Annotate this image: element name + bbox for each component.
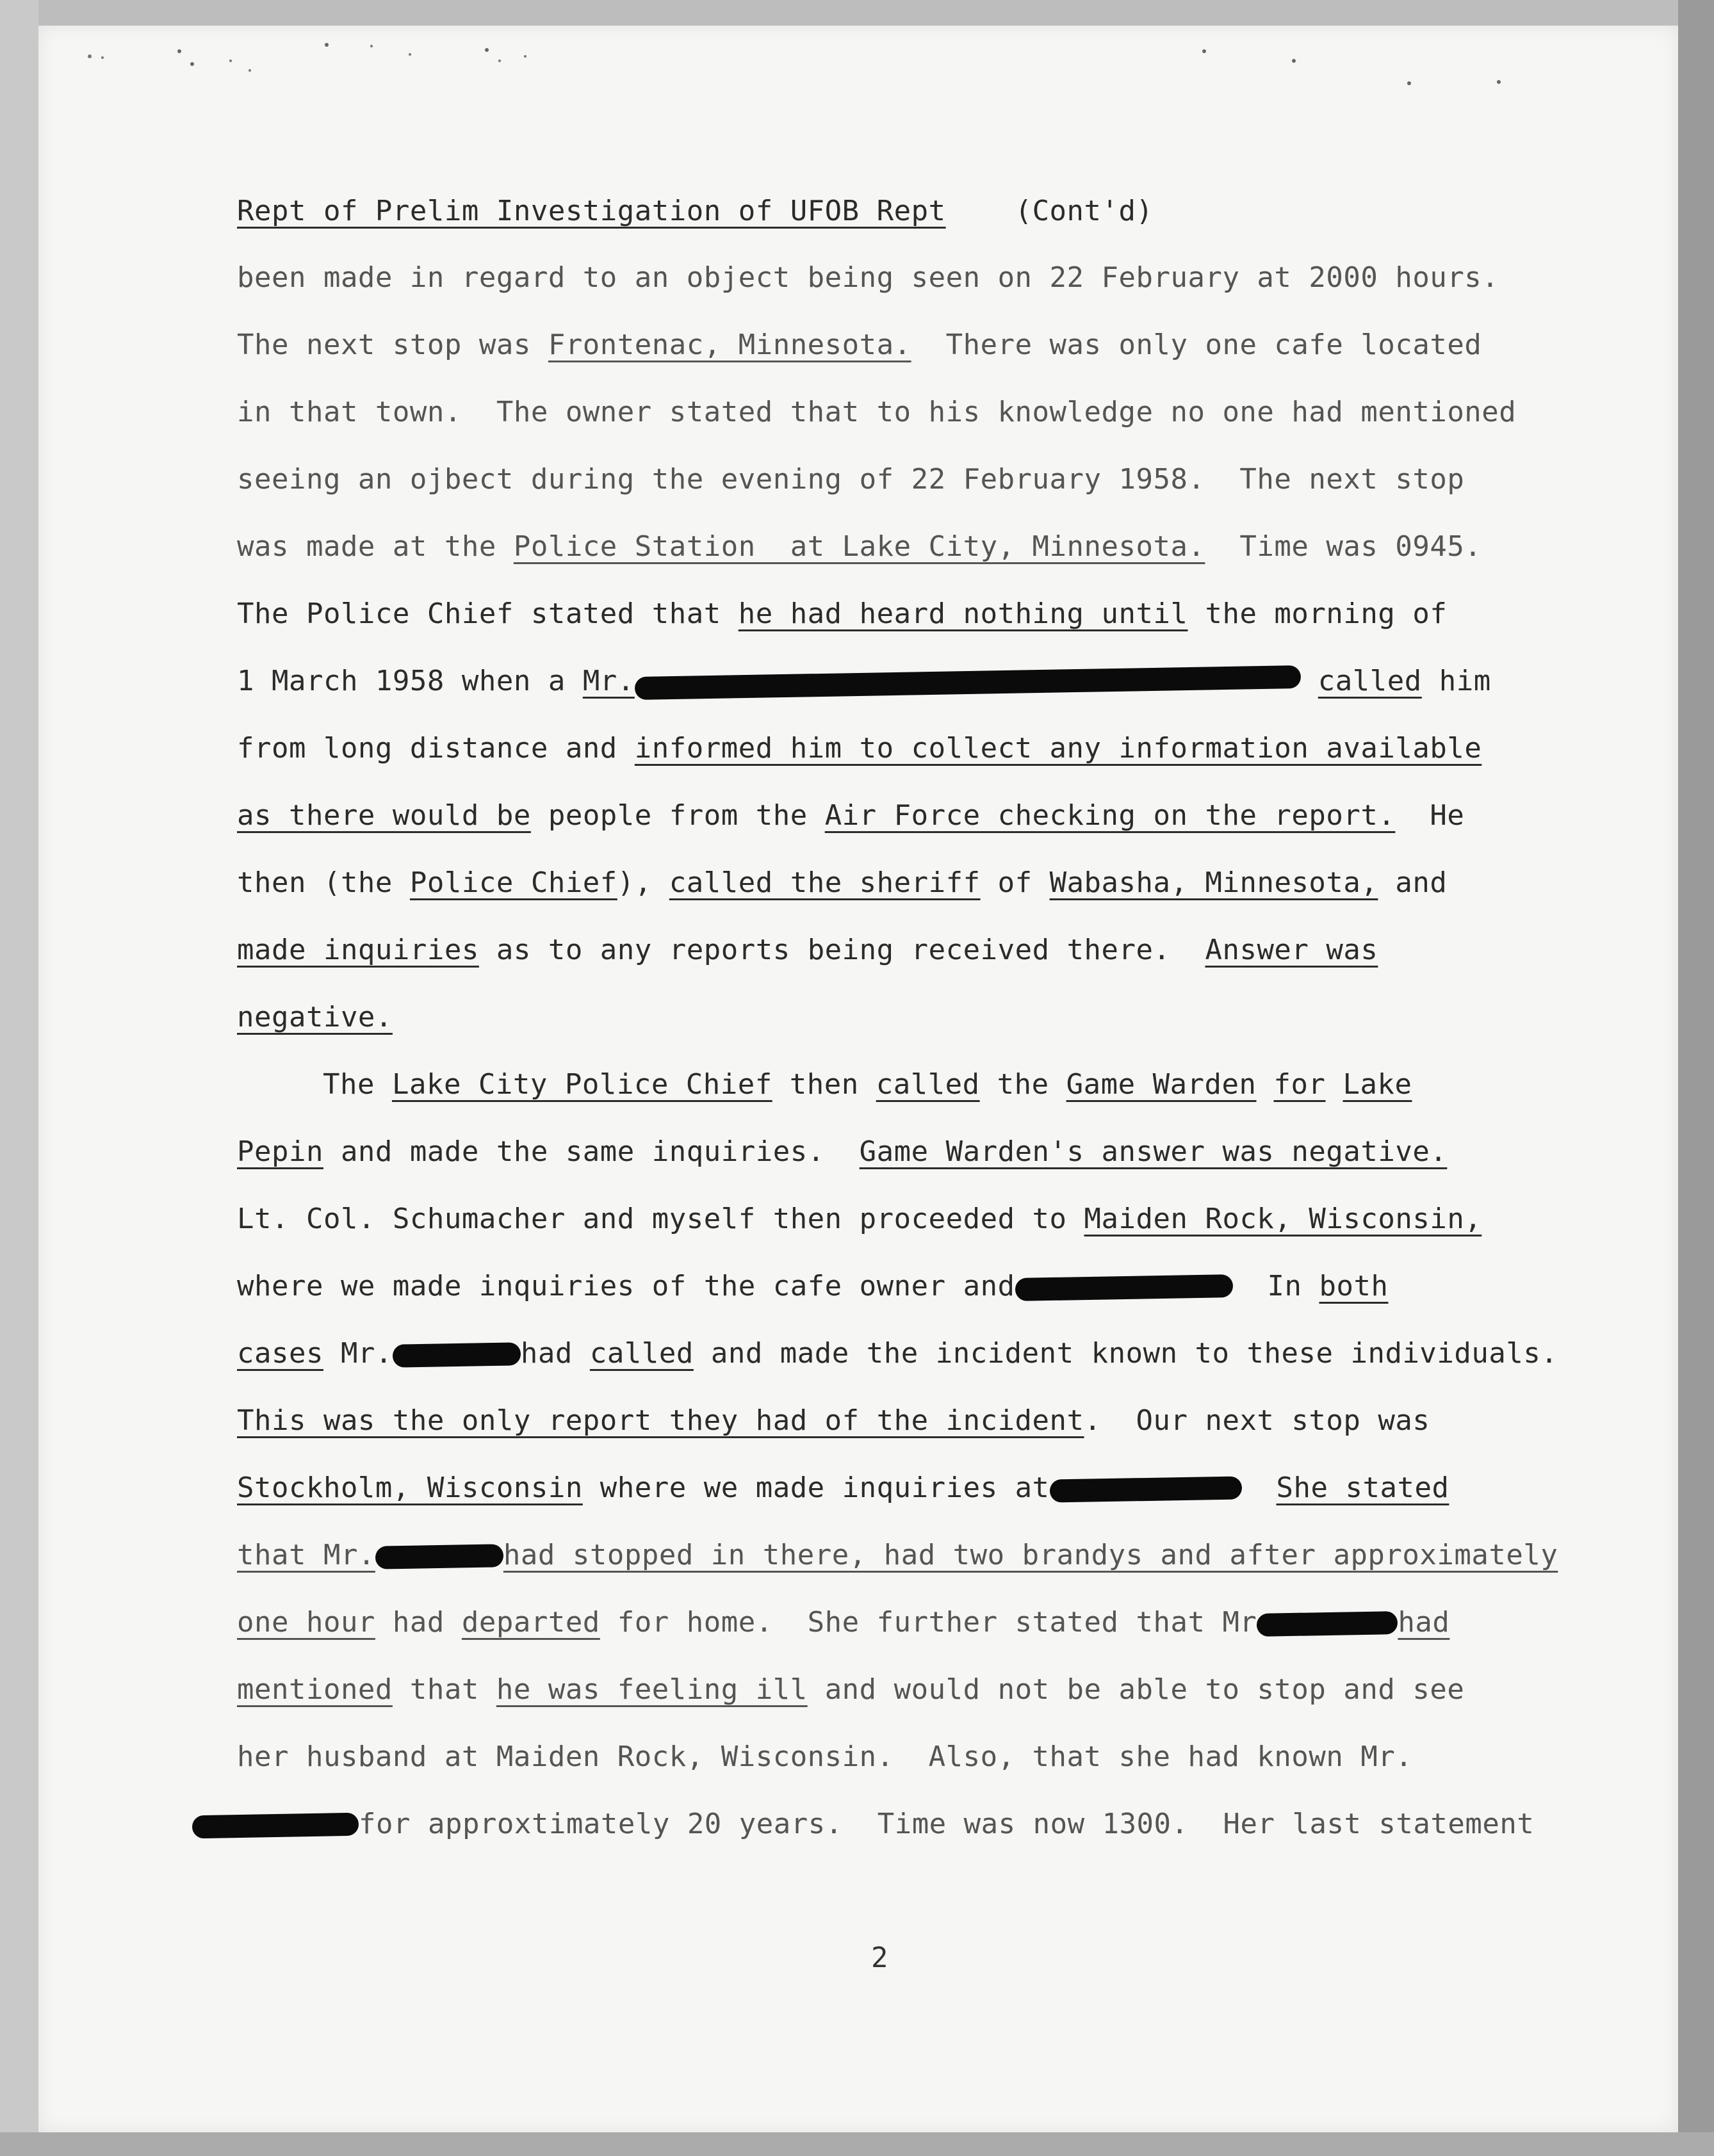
body-line-11: [237, 932, 1378, 968]
scan-border-bottom: [0, 2132, 1714, 2156]
line-text: He: [1395, 799, 1465, 832]
line-text: people from the: [530, 799, 825, 832]
page-number: 2: [871, 1941, 888, 1974]
line-text: [1242, 1471, 1277, 1504]
line-text: that: [392, 1673, 496, 1706]
scan-border-left: [0, 0, 38, 2156]
underlined-text: Lake City Police Chief: [391, 1068, 772, 1101]
underlined-text: he was feeling ill: [496, 1673, 808, 1706]
redaction-mark: [375, 1544, 504, 1569]
underlined-text: Lake: [1343, 1068, 1412, 1101]
underlined-text: for: [1273, 1068, 1326, 1101]
heading-title: Rept of Prelim Investigation of UFOB Rept: [237, 195, 946, 227]
line-text: . Our next stop was: [1084, 1404, 1430, 1437]
body-line-7: [237, 663, 1491, 699]
line-text: and would not be able to stop and see: [807, 1673, 1465, 1706]
underlined-text: Game Warden: [1066, 1068, 1257, 1101]
line-text: where we made inquiries of the cafe owner and: [237, 1270, 1015, 1302]
line-text: then: [772, 1068, 876, 1101]
underlined-text: had stopped in there, had two brandys and after approximately: [503, 1539, 1558, 1571]
underlined-text: departed: [461, 1606, 600, 1639]
line-text: for home. She further stated that Mr: [600, 1606, 1257, 1639]
redaction-mark: [635, 665, 1301, 700]
body-line-13: [323, 1067, 1412, 1103]
body-line-5: [237, 529, 1481, 565]
body-line-20: [237, 1537, 1558, 1573]
underlined-text: Game Warden's answer was negative.: [859, 1135, 1448, 1168]
underlined-text: had: [1398, 1606, 1450, 1639]
heading-suffix: (Cont'd): [1015, 195, 1154, 227]
redaction-mark: [1049, 1476, 1242, 1502]
line-text: Time was 0945.: [1205, 530, 1482, 563]
line-text: ),: [617, 866, 669, 899]
underlined-text: Stockholm, Wisconsin: [237, 1471, 583, 1504]
underlined-text: he had heard nothing until: [738, 597, 1188, 630]
line-text: seeing an ojbect during the evening of 22 February 1958. The next stop: [237, 463, 1465, 496]
body-line-15: [237, 1201, 1481, 1237]
redaction-mark: [393, 1342, 521, 1367]
line-text: and made the same inquiries.: [323, 1135, 860, 1168]
line-text: The next stop was: [237, 328, 548, 361]
body-line-8: [237, 731, 1481, 766]
underlined-text: both: [1319, 1270, 1389, 1302]
line-text: The: [323, 1068, 392, 1101]
line-text: had: [375, 1606, 462, 1639]
line-text: was made at the: [237, 530, 514, 563]
line-text: [1326, 1068, 1343, 1101]
body-line-17: [237, 1336, 1558, 1372]
underlined-text: mentioned: [237, 1673, 393, 1706]
underlined-text: Wabasha, Minnesota,: [1049, 866, 1378, 899]
body-line-23: [237, 1739, 1412, 1775]
underlined-text: Frontenac, Minnesota.: [548, 328, 911, 361]
body-line-1: [237, 260, 1499, 296]
underlined-text: Pepin: [237, 1135, 323, 1168]
redaction-mark: [192, 1813, 359, 1839]
underlined-text: Police Chief: [409, 866, 617, 899]
document-heading: [237, 193, 1154, 229]
line-text: There was only one cafe located: [911, 328, 1482, 361]
body-line-9: [237, 798, 1464, 834]
underlined-text: called: [1318, 665, 1422, 697]
line-text: the morning of: [1188, 597, 1448, 630]
underlined-text: informed him to collect any information available: [634, 732, 1482, 765]
line-text: [1257, 1068, 1274, 1101]
body-line-3: [237, 394, 1516, 430]
body-line-4: [237, 462, 1464, 498]
line-text: where we made inquiries at: [582, 1471, 1050, 1504]
body-line-2: [237, 327, 1481, 363]
underlined-text: Mr.: [582, 665, 635, 697]
line-text: in that town. The owner stated that to his knowledge no one had mentioned: [237, 396, 1517, 428]
body-line-14: [237, 1134, 1447, 1170]
redaction-mark: [1257, 1611, 1398, 1637]
line-text: and made the incident known to these individuals.: [693, 1337, 1558, 1370]
body-line-21: [237, 1605, 1449, 1641]
line-text: him: [1421, 665, 1491, 697]
body-line-19: [237, 1470, 1449, 1506]
line-text: [1301, 665, 1318, 697]
body-line-6: [237, 596, 1447, 632]
underlined-text: Maiden Rock, Wisconsin,: [1084, 1203, 1482, 1235]
line-text: and: [1378, 866, 1448, 899]
line-text: had: [520, 1337, 590, 1370]
line-text: her husband at Maiden Rock, Wisconsin. Also, that she had known Mr.: [237, 1740, 1413, 1773]
body-line-10: [237, 865, 1447, 901]
line-text: 1 March 1958 when a: [237, 665, 583, 697]
body-line-24: [192, 1806, 1534, 1842]
line-text: then (the: [237, 866, 410, 899]
line-text: of: [980, 866, 1050, 899]
underlined-text: Answer was: [1205, 934, 1378, 966]
line-text: The Police Chief stated that: [237, 597, 739, 630]
underlined-text: as there would be: [237, 799, 531, 832]
scan-specks: [38, 26, 1678, 154]
redaction-mark: [1015, 1274, 1233, 1301]
underlined-text: that Mr.: [237, 1539, 375, 1571]
line-text: In: [1232, 1270, 1319, 1302]
underlined-text: cases: [237, 1337, 323, 1370]
line-text: as to any reports being received there.: [478, 934, 1205, 966]
body-line-12: [237, 1000, 393, 1035]
line-text: Lt. Col. Schumacher and myself then proceeded to: [237, 1203, 1084, 1235]
underlined-text: made inquiries: [237, 934, 479, 966]
underlined-text: This was the only report they had of the incident: [237, 1404, 1084, 1437]
underlined-text: called: [876, 1068, 980, 1101]
body-line-22: [237, 1672, 1464, 1708]
underlined-text: one hour: [237, 1606, 375, 1639]
body-line-18: [237, 1403, 1430, 1439]
line-text: the: [979, 1068, 1066, 1101]
line-text: for approxtimately 20 years. Time was now 1300. Her last statement: [359, 1808, 1535, 1840]
underlined-text: called the sheriff: [669, 866, 981, 899]
underlined-text: Air Force checking on the report.: [824, 799, 1396, 832]
underlined-text: She stated: [1276, 1471, 1449, 1504]
line-text: been made in regard to an object being seen on 22 February at 2000 hours.: [237, 261, 1499, 294]
document-page: [38, 26, 1678, 2132]
scan-border-top: [0, 0, 1714, 26]
line-text: from long distance and: [237, 732, 635, 765]
underlined-text: Police Station at Lake City, Minnesota.: [513, 530, 1205, 563]
underlined-text: negative.: [237, 1001, 393, 1033]
scan-border-right: [1678, 0, 1714, 2156]
underlined-text: called: [589, 1337, 694, 1370]
line-text: Mr.: [323, 1337, 393, 1370]
body-line-16: [237, 1268, 1388, 1304]
